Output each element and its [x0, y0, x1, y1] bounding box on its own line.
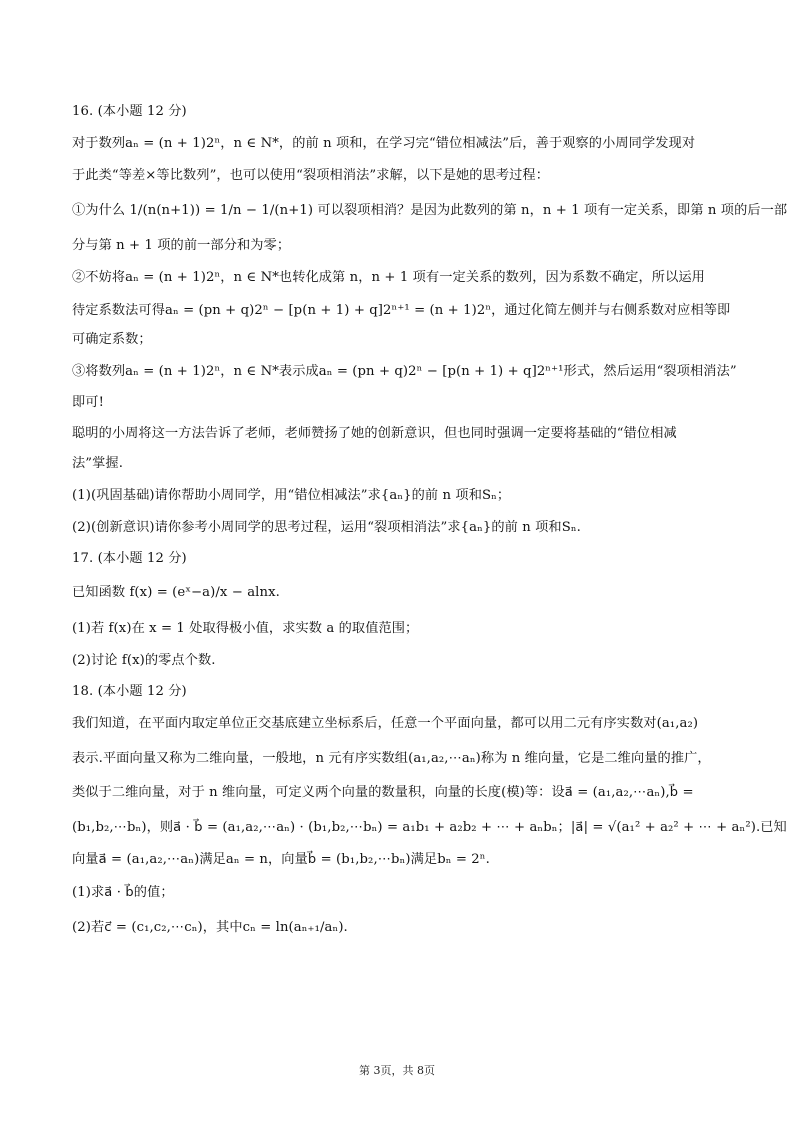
problem-16-part-2: (2)(创新意识)请你参考小周同学的思考过程，运用“裂项相消法”求{aₙ}的前 n 项和Sₙ. [72, 520, 581, 535]
problem-18-title: 18. (本小题 12 分) [72, 684, 187, 699]
problem-16-line-11: 法”掌握. [72, 456, 123, 471]
page-footer: 第 3页，共 8页 [359, 1064, 435, 1077]
problem-16-line-10: 聪明的小周将这一方法告诉了老师，老师赞扬了她的创新意识，但也同时强调一定要将基础的“错位相减 [72, 426, 677, 441]
problem-18-line-1: 我们知道，在平面内取定单位正交基底建立坐标系后，任意一个平面向量，都可以用二元有序实数对(a₁,a₂) [72, 716, 699, 731]
problem-16-title: 16. (本小题 12 分) [72, 104, 187, 119]
problem-18-line-4: (b₁,b₂,⋯bₙ)，则a⃗ · b⃗ = (a₁,a₂,⋯aₙ) · (b₁,b₂,⋯bₙ) = a₁b₁ + a₂b₂ + ⋯ + aₙbₙ；|a⃗| = √(a₁² + a₂² + ⋯ + aₙ²).已知 [72, 820, 787, 835]
problem-18-line-3: 类似于二维向量，对于 n 维向量，可定义两个向量的数量积，向量的长度(模)等：设a⃗ = (a₁,a₂,⋯aₙ),b⃗ = [72, 785, 694, 800]
problem-18-line-2: 表示.平面向量又称为二维向量，一般地，n 元有序实数组(a₁,a₂,⋯aₙ)称为 n 维向量，它是二维向量的推广， [72, 751, 711, 766]
problem-16-line-4: 分与第 n + 1 项的前一部分和为零； [72, 238, 291, 253]
problem-18-line-5: 向量a⃗ = (a₁,a₂,⋯aₙ)满足aₙ = n，向量b⃗ = (b₁,b₂,⋯bₙ)满足bₙ = 2ⁿ. [72, 852, 490, 867]
problem-16-line-8: ③将数列aₙ = (n + 1)2ⁿ，n ∈ N*表示成aₙ = (pn + q)2ⁿ − [p(n + 1) + q]2ⁿ⁺¹形式，然后运用“裂项相消法” [72, 364, 737, 379]
problem-18-part-2: (2)若c⃗ = (c₁,c₂,⋯cₙ)，其中cₙ = ln(aₙ₊₁/aₙ). [72, 920, 348, 935]
problem-17-part-1: (1)若 f(x)在 x = 1 处取得极小值，求实数 a 的取值范围； [72, 621, 419, 636]
problem-17-part-2: (2)讨论 f(x)的零点个数. [72, 653, 216, 668]
problem-16-line-3: ①为什么 1/(n(n+1)) = 1/n − 1/(n+1) 可以裂项相消？是因为此数列的第 n，n + 1 项有一定关系，即第 n 项的后一部 [72, 203, 788, 218]
problem-17-title: 17. (本小题 12 分) [72, 551, 187, 566]
problem-16-line-2: 于此类“等差×等比数列”，也可以使用“裂项相消法”求解，以下是她的思考过程： [72, 168, 550, 183]
problem-18-part-1: (1)求a⃗ · b⃗的值； [72, 885, 174, 900]
problem-16-line-6: 待定系数法可得aₙ = (pn + q)2ⁿ − [p(n + 1) + q]2ⁿ⁺¹ = (n + 1)2ⁿ，通过化简左侧并与右侧系数对应相等即 [72, 303, 731, 318]
problem-16-line-7: 可确定系数； [72, 332, 152, 347]
problem-16-line-9: 即可! [72, 395, 104, 410]
problem-16-part-1: (1)(巩固基础)请你帮助小周同学，用“错位相减法”求{aₙ}的前 n 项和Sₙ； [72, 488, 511, 503]
problem-16-line-5: ②不妨将aₙ = (n + 1)2ⁿ，n ∈ N*也转化成第 n，n + 1 项有一定关系的数列，因为系数不确定，所以运用 [72, 270, 705, 285]
problem-16-line-1: 对于数列aₙ = (n + 1)2ⁿ，n ∈ N*，的前 n 项和，在学习完“错位相减法”后，善于观察的小周同学发现对 [72, 136, 696, 151]
problem-17-line-1: 已知函数 f(x) = (eˣ−a)/x − alnx. [72, 585, 280, 600]
